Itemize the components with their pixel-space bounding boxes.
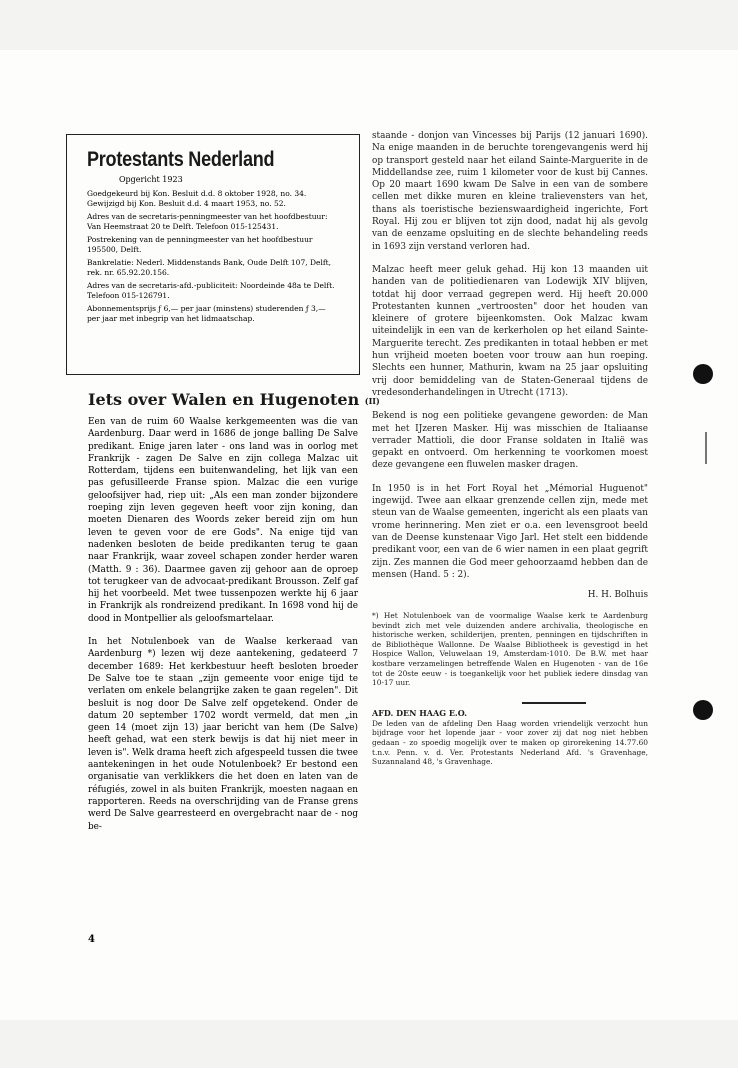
scan-mark	[705, 432, 707, 464]
article-part: (II)	[364, 396, 380, 406]
box-line: Goedgekeurd bij Kon. Besluit d.d. 8 oktober 1928, no. 34. Gewijzigd bij Kon. Besluit d.d. 4 maart 1953, no. 52.	[87, 189, 307, 208]
paragraph: Een van de ruim 60 Waalse kerkgemeenten was die van Aardenburg. Daar werd in 1686 de jonge balling De Salve predikant. Enige jaren later - ons land was in oorlog met Frankrijk - zagen De Salve en zijn collega Malzac uit Rotterdam, tijdens een buitenwandeling, het lijk van een pas gefusilleerde Franse spion. Malzac die een vurige geloofsijver had, riep uit: „Als een man zonder bijzondere roeping zijn leven gegeven heeft voor zijn koning, dan moeten Dienaren des Woords zeker bereid zijn om hun leven te geven voor de ere Gods". Na enige tijd van nadenken besloten de beide predikanten terug te gaan naar Frankrijk, waar zoveel schapen zonder herder waren (Matth. 9 : 36). Daarmee gaven zij gehoor aan de oproep tot terugkeer van de advocaat-predikant Brousson. Zelf gaf hij het voorbeeld. Met twee tussenpozen werkte hij 6 jaar in Frankrijk als rondreizend predikant. In 1698 vond hij de dood in Montpellier als geloofsmartelaar.	[88, 417, 358, 624]
paragraph: In het Notulenboek van de Waalse kerkeraad van Aardenburg *) lezen wij deze aantekening, gedateerd 7 december 1689: Het kerkbestuur heeft besloten broeder De Salve toe te staan „zijn gemeente voor enige tijd te verlaten om enkele belangrijke zaken te gaan regelen". Dit besluit is nog door De Salve zelf opgetekend. Onder de datum 20 september 1702 wordt vermeld, dat men „in geen 14 (moet zijn 13) jaar bericht van hem (De Salve) heeft gehad, wat een sterk bewijs is dat hij niet meer in leven is". Welk drama heeft zich afgespeeld tussen die twee aantekeningen in het oude Notulenboek? Er bestond een organisatie van verklikkers die het doen en laten van de réfugiés, zowel in als buiten Frankrijk, moesten nagaan en rapporteren. Reeds na overschrijding van de Franse grens werd De Salve gearresteerd en overgebracht naar de - nog be-	[88, 637, 358, 832]
left-column	[88, 416, 358, 844]
divider	[522, 702, 586, 704]
box-line: Adres van de secretaris-afd.-publiciteit: Noordeinde 48a te Delft. Telefoon 015-126791.	[87, 281, 335, 300]
founded-line: Opgericht 1923	[119, 175, 183, 184]
article-title-text: Iets over Walen en Hugenoten	[88, 390, 360, 409]
masthead-box	[66, 134, 360, 375]
paragraph: Malzac heeft meer geluk gehad. Hij kon 13 maanden uit handen van de politiedienaren van Lodewijk XIV blijven, totdat hij door verraad gegrepen werd. Hij heeft 20.000 Protestanten kunnen „vertroosten" door het houden van kleinere of grotere bijeenkomsten. Ook Malzac kwam uiteindelijk in een van de kerkerholen op het eiland Sainte-Marguerite terecht. Zes predikanten in totaal hebben er met hun vrijheid moeten boeten voor trouw aan hun roeping. Slechts een hunner, Mathurin, kwam na 25 jaar opsluiting vrij door bemiddeling van de Staten-Generaal tijdens de vredesonderhandelingen in Utrecht (1713).	[372, 264, 648, 398]
paragraph: In 1950 is in het Fort Royal het „Mémorial Huguenot" ingewijd. Twee aan elkaar grenzende cellen zijn, mede met steun van de Waalse gemeenten, ingericht als een plaats van vrome herinnering. Men ziet er o.a. een levensgroot beeld van de Deense kunstenaar Vigo Jarl. Het stelt een biddende predikant voor, een van de 6 wier namen in een plaat gegrift zijn. Zes mannen die God meer gehoorzaamd hebben dan de mensen (Hand. 5 : 2).	[372, 483, 648, 580]
article-title	[88, 390, 378, 409]
box-line: Postrekening van de penningmeester van het hoofdbestuur 195500, Delft.	[87, 235, 313, 254]
afd-text: De leden van de afdeling Den Haag worden vriendelijk verzocht hun bijdrage voor het lopende jaar - voor zover zij dat nog niet hebben gedaan - zo spoedig mogelijk over te maken op girorekening 14.77.60 t.n.v. Penn. v. d. Ver. Protestants Nederland Afd. 's Gravenhage, Suzannaland 48, 's Gravenhage.	[372, 718, 648, 767]
page-number: 4	[88, 934, 95, 945]
box-line: Abonnementsprijs ƒ 6,— per jaar (minstens) studerenden ƒ 3,— per jaar met inbegrip van het lidmaatschap.	[87, 304, 326, 323]
masthead-title: Protestants Nederland	[87, 148, 275, 171]
box-line: Adres van de secretaris-penningmeester van het hoofdbestuur: Van Heemstraat 20 te Delft. Telefoon 015-125431.	[87, 212, 328, 231]
right-column	[372, 130, 648, 767]
author-signature: H. H. Bolhuis	[587, 590, 648, 601]
box-line: Bankrelatie: Nederl. Middenstands Bank, Oude Delft 107, Delft, rek. nr. 65.92.20.156.	[87, 258, 332, 277]
footnote: *) Het Notulenboek van de voormalige Waalse kerk te Aardenburg bevindt zich met vele duizenden andere archivalia, theologische en historische werken, schilderijen, prenten, penningen en tijdschriften in de Bibliothèque Wallonne. De Waalse Bibliotheek is gevestigd in het Hospice Wallon, Veluwelaan 19, Amsterdam-1010. De B.W. met haar kostbare verzamelingen betreffende Walen en Hugenoten - van de 16e tot de 20ste eeuw - is toegankelijk voor het publiek iedere dinsdag van 10-17 uur.	[372, 611, 648, 688]
afd-heading: AFD. DEN HAAG E.O.	[372, 707, 467, 718]
paragraph: staande - donjon van Vincesses bij Parijs (12 januari 1690). Na enige maanden in de beruchte torengevangenis werd hij op transport gesteld naar het eiland Sainte-Marguerite in de Middellandse zee, ruim 1 kilometer voor de kust bij Cannes. Op 20 maart 1690 kwam De Salve in een van de sombere cellen met dikke muren en kleine tralievensters van het, thans als toeristische bezienswaardigheid ingerichte, Fort Royal. Hij zou er blijven tot zijn dood, nadat hij als gevolg van de eenzame opsluiting en de slechte behandeling reeds in 1693 zijn verstand verloren had.	[372, 131, 648, 252]
binder-hole	[693, 364, 713, 384]
paragraph: Bekend is nog een politieke gevangene geworden: de Man met het IJzeren Masker. Hij was misschien de Italiaanse verrader Mattioli, die door Franse soldaten in Italië was gepakt en ontvoerd. Om herkenning te voorkomen moest deze gevangene een fluwelen masker dragen.	[372, 411, 648, 471]
binder-hole	[693, 700, 713, 720]
